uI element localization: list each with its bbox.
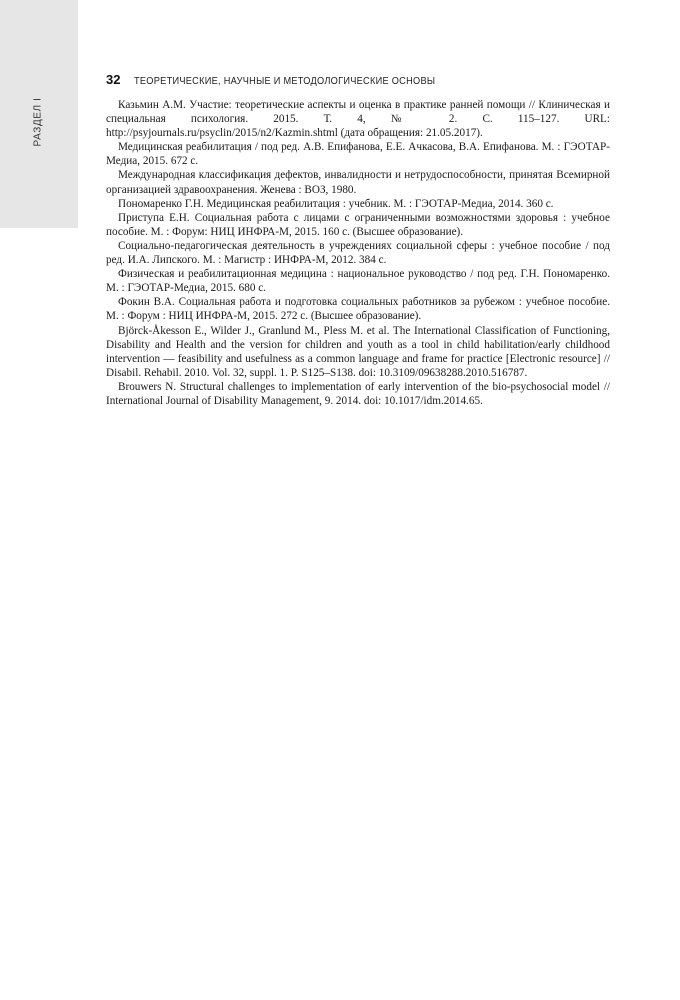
- reference-item: Фокин В.А. Социальная работа и подготовка социальных работников за рубежом : учебное пособие. М. : Форум : НИЦ ИНФРА-М, 2015. 272 с. (Высшее образование).: [106, 296, 610, 323]
- reference-item: Медицинская реабилитация / под ред. А.В. Епифанова, Е.Е. Ачкасова, В.А. Епифанова. М. : ГЭОТАР-Медиа, 2015. 672 с.: [106, 141, 610, 168]
- page-header: [106, 72, 462, 87]
- page-number: 32: [106, 72, 121, 87]
- reference-item: Международная классификация дефектов, инвалидности и нетрудоспособности, принятая Всемирной организацией здравоохранения. Женева : ВОЗ, 1980.: [106, 169, 610, 196]
- reference-list: [106, 98, 610, 408]
- section-side-tab: [0, 0, 78, 228]
- reference-item: Социально-педагогическая деятельность в учреждениях социальной сферы : учебное пособие / под ред. И.А. Липского. М. : Магистр : ИНФРА-М, 2012. 384 с.: [106, 239, 610, 267]
- reference-item: Brouwers N. Structural challenges to implementation of early intervention of the bio-psychosocial model // International Journal of Disability Management, 9. 2014. doi: 10.1017/idm.2014.65.: [106, 380, 610, 407]
- reference-item: Физическая и реабилитационная медицина : национальное руководство / под ред. Г.Н. Пономаренко. М. : ГЭОТАР-Медиа, 2015. 680 с.: [106, 268, 610, 295]
- running-head: ТЕОРЕТИЧЕСКИЕ, НАУЧНЫЕ И МЕТОДОЛОГИЧЕСКИЕ ОСНОВЫ: [134, 76, 436, 87]
- reference-item: Приступа Е.Н. Социальная работа с лицами с ограниченными возможностями здоровья : учебное пособие. М. : Форум: НИЦ ИНФРА-М, 2015. 160 с. (Высшее образование).: [106, 211, 610, 238]
- reference-item: Björck-Åkesson E., Wilder J., Granlund M., Pless M. et al. The International Classification of Functioning, Disability and Health and the version for children and youth as a tool in child habilitation/early childhood intervention — feasibility and usefulness as a common language and frame for practice [Electronic resource] // Disabil. Rehabil. 2010. Vol. 32, suppl. 1. P. S125–S138. doi: 10.3109/09638288.2010.516787.: [106, 324, 610, 379]
- reference-item: Казьмин А.М. Участие: теоретические аспекты и оценка в практике ранней помощи // Клиническая и специальная психология. 2015. Т. 4, № 2. С. 115–127. URL: http://psyjournals.ru/psyclin/2015/n2/Kazmin.shtml (дата обращения: 21.05.2017).: [106, 99, 610, 140]
- reference-item: Пономаренко Г.Н. Медицинская реабилитация : учебник. М. : ГЭОТАР-Медиа, 2014. 360 с.: [118, 197, 554, 210]
- section-label: РАЗДЕЛ I: [32, 97, 44, 147]
